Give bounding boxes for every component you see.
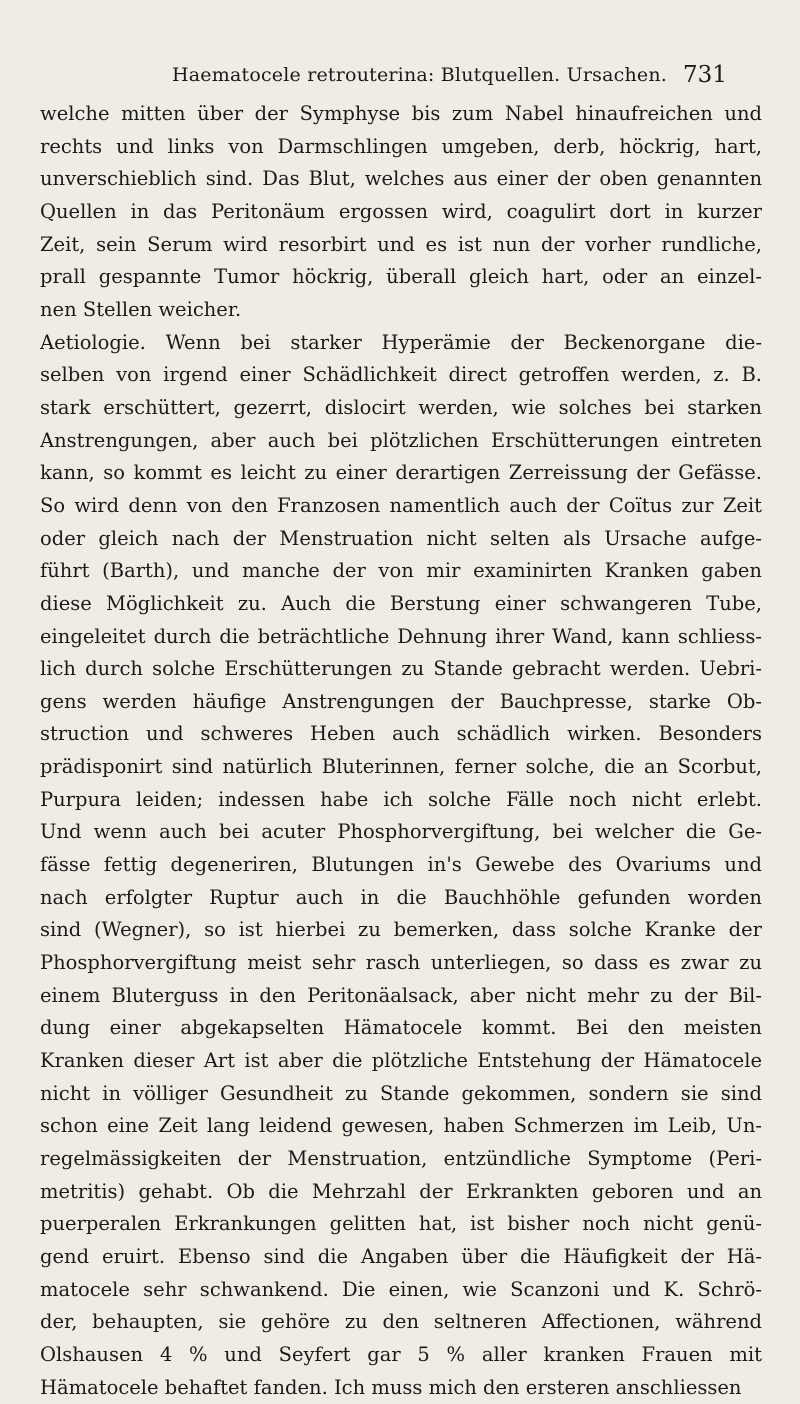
text-line: nen Stellen weicher. [40, 297, 242, 321]
text-line: prädisponirt sind natürlich Bluterinnen, ferner solche, die an Scorbut, [40, 755, 762, 779]
text-line: Quellen in das Peritonäum ergossen wird, coagulirt dort in kurzer [40, 199, 762, 223]
text-line: Kranken dieser Art ist aber die plötzliche Entstehung der Hämatocele [40, 1049, 762, 1073]
text-line: einem Bluterguss in den Peritonäalsack, aber nicht mehr zu der Bil- [40, 983, 762, 1007]
text-line: gend eruirt. Ebenso sind die Angaben über die Häufigkeit der Hä- [40, 1244, 762, 1268]
text-line: gens werden häufige Anstrengungen der Bauchpresse, starke Ob- [40, 689, 762, 713]
text-line: rechts und links von Darmschlingen umgeben, derb, höckrig, hart, [40, 134, 762, 158]
text-line: Anstrengungen, aber auch bei plötzlichen Erschütterungen eintreten [40, 428, 762, 452]
text-line: struction und schweres Heben auch schädlich wirken. Besonders [40, 722, 762, 746]
text-line: Purpura leiden; indessen habe ich solche Fälle noch nicht erlebt. [40, 787, 762, 811]
text-line: oder gleich nach der Menstruation nicht selten als Ursache aufge- [40, 526, 762, 550]
text-line: diese Möglichkeit zu. Auch die Berstung einer schwangeren Tube, [40, 591, 762, 615]
text-line: dung einer abgekapselten Hämatocele kommt. Bei den meisten [40, 1016, 762, 1040]
text-line: selben von irgend einer Schädlichkeit direct getroffen werden, z. B. [40, 363, 762, 387]
text-line: Phosphorvergiftung meist sehr rasch unterliegen, so dass es zwar zu [40, 951, 762, 975]
text-line: eingeleitet durch die beträchtliche Dehnung ihrer Wand, kann schliess- [40, 624, 762, 648]
text-line: lich durch solche Erschütterungen zu Stande gebracht werden. Uebri- [40, 657, 762, 681]
text-line: unverschieblich sind. Das Blut, welches aus einer der oben genannten [40, 167, 762, 191]
body-text [40, 98, 762, 1404]
text-line: führt (Barth), und manche der von mir examinirten Kranken gaben [40, 559, 762, 583]
text-line: schon eine Zeit lang leidend gewesen, haben Schmerzen im Leib, Un- [40, 1114, 762, 1138]
text-line: Aetiologie. Wenn bei starker Hyperämie der Beckenorgane die- [40, 330, 762, 354]
text-line: stark erschüttert, gezerrt, dislocirt werden, wie solches bei starken [40, 395, 762, 419]
text-line: Zeit, sein Serum wird resorbirt und es ist nun der vorher rundliche, [40, 232, 762, 256]
running-head: Haematocele retrouterina: Blutquellen. Ursachen. [172, 64, 668, 86]
text-line: prall gespannte Tumor höckrig, überall gleich hart, oder an einzel- [40, 265, 762, 289]
text-line: metritis) gehabt. Ob die Mehrzahl der Erkrankten geboren und an [40, 1179, 762, 1203]
text-line: Und wenn auch bei acuter Phosphorvergiftung, bei welcher die Ge- [40, 820, 762, 844]
text-line: puerperalen Erkrankungen gelitten hat, ist bisher noch nicht genü- [40, 1212, 762, 1236]
text-line: nicht in völliger Gesundheit zu Stande gekommen, sondern sie sind [40, 1081, 762, 1105]
text-line: kann, so kommt es leicht zu einer derartigen Zerreissung der Gefässe. [40, 461, 762, 485]
text-line: der, behaupten, sie gehöre zu den seltneren Affectionen, während [40, 1310, 762, 1334]
text-line: Olshausen 4 % und Seyfert gar 5 % aller kranken Frauen mit [40, 1342, 762, 1366]
page-number: 731 [683, 62, 727, 88]
text-line: Hämatocele behaftet fanden. Ich muss mich den ersteren anschliessen [40, 1375, 742, 1399]
text-line: regelmässigkeiten der Menstruation, entzündliche Symptome (Peri- [40, 1147, 762, 1170]
page-header [0, 62, 800, 94]
text-line: So wird denn von den Franzosen namentlich auch der Coïtus zur Zeit [40, 493, 762, 517]
text-line: fässe fettig degeneriren, Blutungen in's Gewebe des Ovariums und [40, 853, 762, 877]
text-line: sind (Wegner), so ist hierbei zu bemerken, dass solche Kranke der [40, 918, 762, 942]
text-line: matocele sehr schwankend. Die einen, wie Scanzoni und K. Schrö- [40, 1277, 762, 1301]
text-line: welche mitten über der Symphyse bis zum Nabel hinaufreichen und [40, 102, 762, 125]
text-line: nach erfolgter Ruptur auch in die Bauchhöhle gefunden worden [40, 885, 762, 909]
